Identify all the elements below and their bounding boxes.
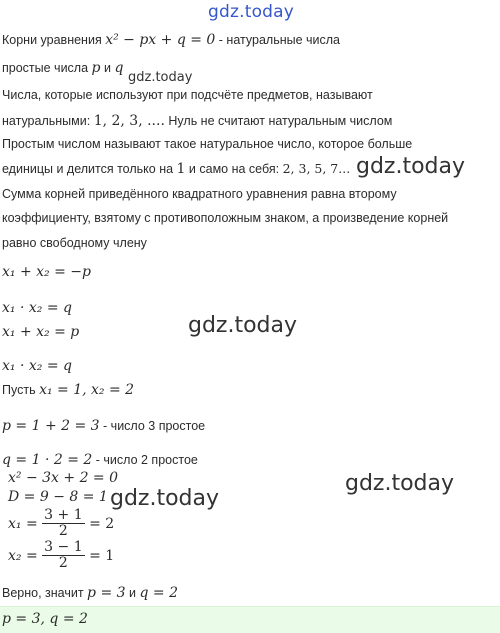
- text-naturals-label: натуральными:: [2, 114, 94, 128]
- x1-lhs: x₁ =: [8, 515, 38, 532]
- fraction-x2-denominator: 2: [58, 555, 68, 572]
- formula-p-eq: p = 3: [87, 585, 126, 601]
- text-and: и: [100, 61, 115, 75]
- answer-box: [0, 606, 500, 633]
- line-vieta-1: Сумма корней приведённого квадратного уравнения равна второму: [2, 187, 397, 201]
- equation-main: x² − px + q = 0: [105, 32, 216, 48]
- line-let: [2, 382, 134, 398]
- formula-product-q: x₁ · x₂ = q: [2, 358, 72, 374]
- text-natural-numbers: - натуральные числа: [215, 33, 341, 47]
- text-itself: и само на себя:: [185, 162, 283, 176]
- text-zero-not-natural: Нуль не считают натуральным числом: [164, 114, 393, 128]
- text-3-prime: - число 3 простое: [99, 419, 206, 433]
- watermark: gdz.today: [345, 471, 455, 496]
- text-let: Пусть: [2, 383, 40, 397]
- watermark: gdz.today: [110, 486, 220, 511]
- line-prime-definition: Простым числом называют такое натуральное число, которое больше: [2, 137, 413, 151]
- text-2-prime: - число 2 простое: [92, 453, 198, 467]
- watermark-top: gdz.today: [208, 2, 295, 22]
- formula-q-eq: q = 2: [139, 585, 178, 601]
- formula-q-calc: q = 1 · 2 = 2: [2, 452, 93, 468]
- line-vieta-2: коэффициенту, взятому с противоположным знаком, а произведение корней: [2, 211, 449, 225]
- watermark: gdz.today: [188, 313, 298, 338]
- answer-text: p = 3, q = 2: [2, 611, 88, 627]
- line-natural-definition: Числа, которые используют при подсчёте предметов, называют: [2, 88, 373, 102]
- line-prime-p-q: [2, 60, 123, 76]
- watermark: gdz.today: [128, 70, 193, 85]
- line-q-calc: [2, 452, 198, 468]
- var-p: p: [91, 60, 101, 76]
- fraction-x1: [42, 508, 84, 540]
- text-prime-numbers: простые числа: [2, 61, 92, 75]
- formula-vieta-sum: x₁ + x₂ = −p: [2, 264, 91, 280]
- var-q: q: [114, 60, 124, 76]
- formula-x2: [8, 540, 114, 572]
- watermark: gdz.today: [356, 154, 466, 179]
- fraction-x1-numerator: 3 + 1: [44, 507, 83, 523]
- line-p-calc: [2, 418, 205, 434]
- line-prime-examples: [2, 161, 350, 177]
- formula-let-roots: x₁ = 1, x₂ = 2: [39, 382, 135, 398]
- x2-lhs: x₂ =: [8, 547, 38, 564]
- fraction-x2: [42, 540, 84, 572]
- formula-quadratic: x² − 3x + 2 = 0: [8, 470, 119, 486]
- formula-sum-p: x₁ + x₂ = p: [2, 324, 80, 340]
- fraction-x1-denominator: 2: [58, 523, 68, 540]
- line-roots-natural: [2, 32, 340, 48]
- text-verify: Верно, значит: [2, 586, 88, 600]
- line-vieta-3: равно свободному члену: [2, 236, 147, 250]
- x2-result: = 1: [89, 547, 115, 564]
- line-verify: [2, 585, 178, 601]
- formula-vieta-product: x₁ · x₂ = q: [2, 300, 72, 316]
- text-divisible: единицы и делится только на: [2, 162, 177, 176]
- number-one: 1: [176, 161, 186, 177]
- formula-p-calc: p = 1 + 2 = 3: [2, 418, 100, 434]
- text-roots-label: Корни уравнения: [2, 33, 106, 47]
- line-natural-examples: [2, 113, 392, 129]
- formula-x1: [8, 508, 114, 540]
- formula-discriminant: D = 9 − 8 = 1: [8, 489, 108, 505]
- text-and-2: и: [125, 586, 140, 600]
- fraction-x2-numerator: 3 − 1: [44, 539, 83, 555]
- prime-list: 2, 3, 5, 7...: [282, 161, 351, 176]
- x1-result: = 2: [89, 515, 115, 532]
- natural-list: 1, 2, 3, ....: [93, 113, 165, 129]
